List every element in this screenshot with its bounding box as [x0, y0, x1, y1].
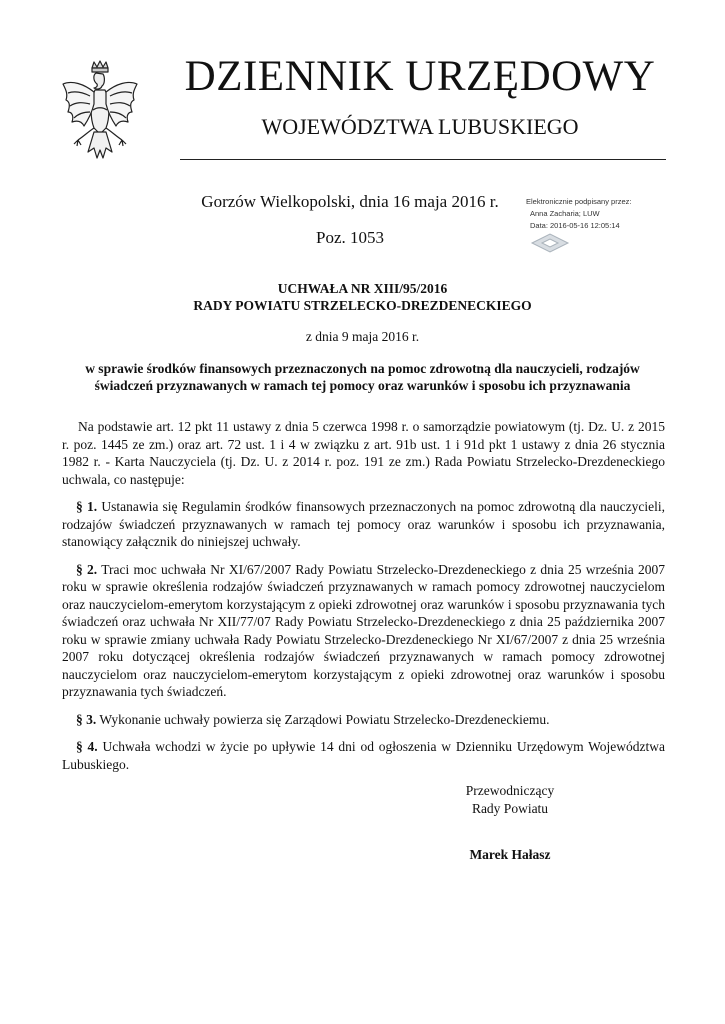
resolution-subject-line-1: w sprawie środków finansowych przeznaczonych na pomoc zdrowotną dla nauczycieli, rodzajów: [85, 361, 640, 376]
resolution-council: RADY POWIATU STRZELECKO-DREZDENECKIEGO: [193, 298, 532, 313]
esig-line-1: Elektronicznie podpisany przez:: [526, 197, 632, 206]
signatory-role: Przewodniczący: [465, 783, 555, 798]
signature-verified-icon: [530, 232, 570, 254]
header-divider: [180, 159, 666, 160]
section-text: Ustanawia się Regulamin środków finansowych przeznaczonych na pomoc zdrowotną dla nauczycieli, rodzajów świadczeń przyznawanych w ramach tej pomocy oraz warunków i sposobu ich przyznawania, stanowiący załącznik do niniejszej uchwały.: [62, 499, 666, 549]
journal-subtitle: WOJEWÓDZTWA LUBUSKIEGO: [261, 114, 579, 139]
esig-line-2: Anna Zacharia; LUW: [530, 209, 600, 218]
section-2: [62, 561, 665, 701]
resolution-date: z dnia 9 maja 2016 r.: [305, 329, 420, 344]
section-number: § 4.: [76, 739, 98, 754]
section-number: § 3.: [76, 711, 97, 727]
section-3: [62, 711, 665, 729]
section-number: § 2.: [76, 561, 98, 577]
resolution-number: UCHWAŁA NR XIII/95/2016: [277, 281, 448, 296]
esig-line-3: Data: 2016-05-16 12:05:14: [530, 221, 620, 230]
resolution-body: [62, 418, 665, 783]
section-number: § 1.: [76, 499, 98, 514]
section-4: [62, 738, 665, 773]
resolution-subject-line-2: świadczeń przyznawanych w ramach tej pomocy oraz warunków i sposobu ich przyznawania: [94, 378, 631, 393]
electronic-signature-info: [526, 196, 716, 232]
eagle-emblem-icon: [60, 60, 140, 166]
signatory-body: Rady Powiatu: [471, 801, 549, 816]
preamble: Na podstawie art. 12 pkt 11 ustawy z dnia 5 czerwca 1998 r. o samorządzie powiatowym (tj. Dz. U. z 2015 r. poz. 1445 ze zm.) oraz art. 72 ust. 1 i 4 w związku z art. 91b ust. 1 i 91d pkt 1 ustawy z dnia 26 stycznia 1982 r. - Karta Nauczyciela (tj. Dz. U. z 2014 r. poz. 191 ze zm.) Rada Powiatu Strzelecko-Drezdeneckiego uchwala, co następuje:: [62, 419, 665, 487]
position-number: Poz. 1053: [316, 228, 384, 247]
section-1: [62, 498, 665, 551]
journal-title: DZIENNIK URZĘDOWY: [184, 53, 656, 100]
section-text: Uchwała wchodzi w życie po upływie 14 dni od ogłoszenia w Dzienniku Urzędowym Województwa Lubuskiego.: [62, 739, 666, 772]
signatory-name: Marek Hałasz: [469, 847, 551, 862]
section-text: Wykonanie uchwały powierza się Zarządowi Powiatu Strzelecko-Drezdeneckiemu.: [99, 711, 550, 727]
section-text: Traci moc uchwała Nr XI/67/2007 Rady Powiatu Strzelecko-Drezdeneckiego z dnia 25 września 2007 roku w sprawie określenia rodzajów świadczeń przyznawanych w ramach pomocy zdrowotnej nauczycielom oraz nauczycielom-emerytom korzystającym z opieki zdrowotnej oraz warunków i sposobu przyznawania tych świadczeń oraz uchwała Nr XII/77/07 Rady Powiatu Strzelecko-Drezdeneckiego z dnia 25 października 2007 roku w sprawie zmiany uchwała Rady Powiatu Strzelecko-Drezdeneckiego Nr XI/67/2007 z dnia 25 września 2007 roku dotyczącej określenia rodzajów świadczeń przyznawanych w ramach pomocy zdrowotnej nauczycielom oraz nauczycielom-emerytom korzystającym z opieki zdrowotnej oraz warunków i sposobu przyznawania tych świadczeń.: [62, 561, 665, 699]
publication-date: Gorzów Wielkopolski, dnia 16 maja 2016 r.: [201, 192, 499, 211]
